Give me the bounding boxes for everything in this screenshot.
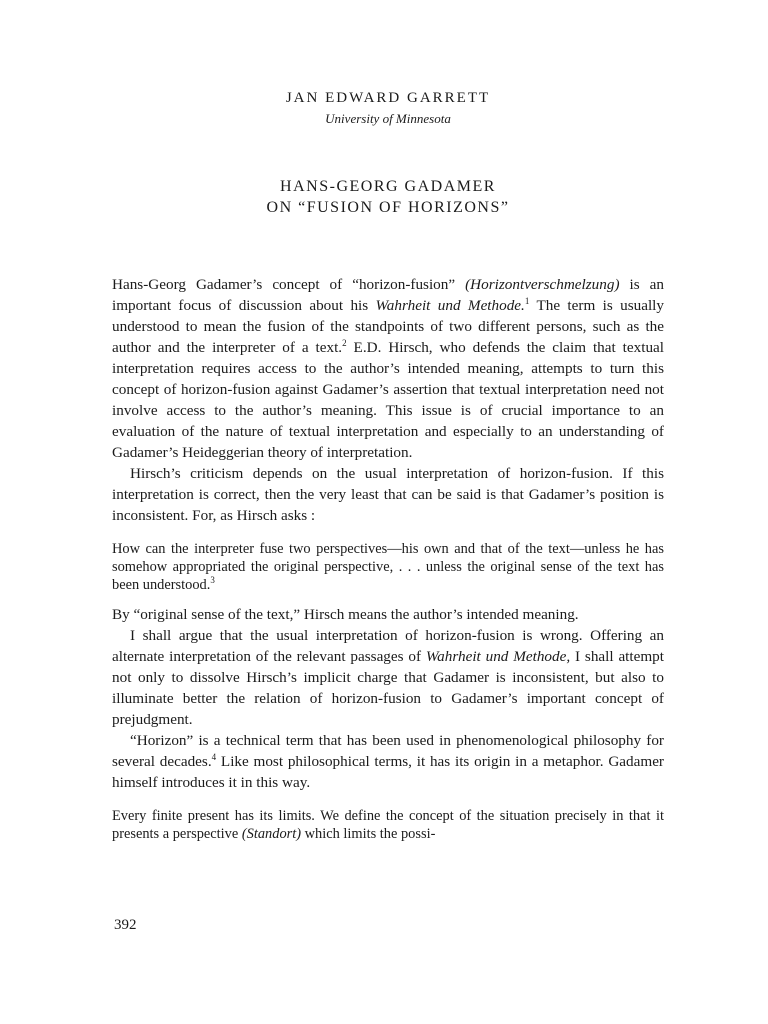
footnote-ref-4: 4 <box>211 751 217 762</box>
italic-title: Wahrheit und Methode, <box>425 648 571 665</box>
quote-text: How can the interpreter fuse two perspectives—his own and that of the text—unless he has somehow appropriated the original perspective, . . . unless the original sense of the text has been understood. <box>112 541 664 593</box>
title-line-1: HANS-GEORG GADAMER <box>280 178 496 195</box>
footnote-ref-3: 3 <box>210 575 215 586</box>
quote-text: which limits the possi- <box>301 826 436 842</box>
quote-text: Every finite present has its limits. We define the concept of the situation precisely in that it presents a perspective <box>112 808 664 842</box>
article-title <box>112 176 664 218</box>
article-body <box>112 274 664 843</box>
footnote-ref-2: 2 <box>342 337 347 348</box>
italic-term: (Horizontverschmelzung) <box>465 276 620 293</box>
page-number: 392 <box>114 917 137 933</box>
text-run: E.D. Hirsch, who defends the claim that textual interpretation requires access to the author’s intended meaning, attempts to turn this concept of horizon-fusion against Gadamer’s assertion that textual interpretation need not involve access to the author’s meaning. This issue is of crucial importance to an evaluation of the nature of textual interpretation and especially to an understanding of Gadamer’s Heideggerian theory of interpretation. <box>112 339 664 461</box>
text-run: Like most philosophical terms, it has its origin in a metaphor. Gadamer himself introduces it in this way. <box>112 753 664 791</box>
block-quote-1 <box>112 540 664 594</box>
title-line-2: ON “FUSION OF HORIZONS” <box>266 199 510 216</box>
italic-term: (Standort) <box>241 826 302 842</box>
text-run: I shall attempt not only to dissolve Hirsch’s implicit charge that Gadamer is inconsistent, but also to illuminate better the relation of horizon-fusion to Gadamer’s important concept of prejudgment. <box>112 648 664 728</box>
author-name: JAN EDWARD GARRETT <box>285 90 491 106</box>
paragraph-1 <box>112 274 664 463</box>
text-run: The term is usually understood to mean the fusion of the standpoints of two different persons, such as the author and the interpreter of a text. <box>112 297 664 356</box>
paragraph-3: By “original sense of the text,” Hirsch means the author’s intended meaning. <box>112 606 579 623</box>
paragraph-2: Hirsch’s criticism depends on the usual interpretation of horizon-fusion. If this interpretation is correct, then the very least that can be said is that Gadamer’s position is inconsistent. For, as Hirsch asks : <box>112 465 664 524</box>
author-affiliation: University of Minnesota <box>325 111 451 126</box>
block-quote-2 <box>112 807 664 843</box>
article-page <box>112 88 664 853</box>
text-run: Hans-Georg Gadamer’s concept of “horizon-fusion” <box>112 276 466 293</box>
footnote-ref-1: 1 <box>524 295 530 306</box>
text-run: “Horizon” is a technical term that has been used in phenomenological philosophy for several decades. <box>112 732 664 770</box>
italic-title: Wahrheit und Methode. <box>375 297 525 314</box>
text-run: I shall argue that the usual interpretation of horizon-fusion is wrong. Offering an alternate interpretation of the relevant passages of <box>112 627 664 665</box>
paragraph-4 <box>112 625 664 730</box>
text-run: is an important focus of discussion about his <box>112 276 664 314</box>
paragraph-5 <box>112 730 664 793</box>
